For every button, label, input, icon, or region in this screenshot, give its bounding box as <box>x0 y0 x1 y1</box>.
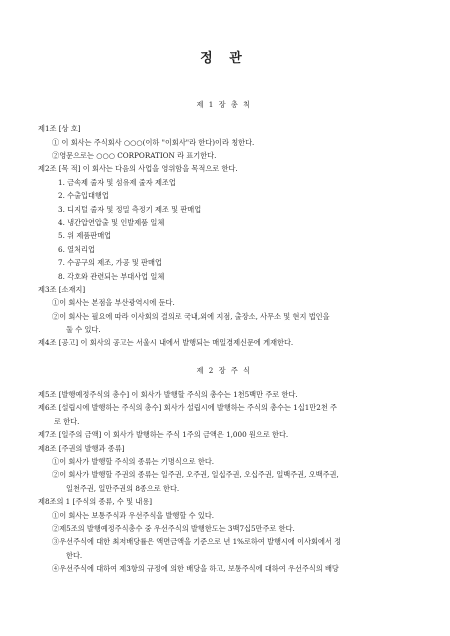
chapter-1-heading: 제 1 장 총 칙 <box>196 100 252 109</box>
article-2-item: 4. 냉간압연압출 및 인발제품 일체 <box>58 217 165 227</box>
article-8-1 <box>38 498 410 578</box>
article-2-heading: 제2조 [목 적] 이 회사는 다음의 사업을 영위함을 목적으로 한다. <box>38 164 238 174</box>
article-2-item: 2. 수출입대행업 <box>58 191 109 201</box>
article-8-clause-2: ②이 회사가 발행할 주권의 종류는 일주권, 오주권, 일십주권, 오십주권, 일백주권, 오백주권, <box>52 470 339 480</box>
article-8-1-clause-1: ①이 회사는 보통주식과 우선주식을 발행할 수 있다. <box>52 510 215 520</box>
article-8-heading: 제8조 [주권의 발행과 종류] <box>38 443 125 453</box>
document-title: 정 관 <box>200 51 248 66</box>
article-8-clause-2-continued: 일천주권, 일만주권의 8종으로 한다. <box>66 483 180 493</box>
article-2-item: 5. 위 제품판매업 <box>58 231 112 241</box>
article-2-item: 1. 금속제 줄자 및 섬유제 줄자 제조업 <box>58 177 176 187</box>
article-8 <box>38 445 410 499</box>
chapter-2-heading: 제 2 장 주 식 <box>196 365 252 375</box>
article-5-heading: 제5조 [발행예정주식의 총수] 이 회사가 발행할 주식의 총수는 1천5백만 주로 한다. <box>38 390 298 400</box>
article-8-1-clause-3-continued: 한다. <box>66 550 83 560</box>
article-1 <box>38 125 410 165</box>
article-8-1-clause-3: ③우선주식에 대한 최저배당률은 액면금액을 기준으로 년 1%로하여 발행시에 이사회에서 정 <box>52 537 342 547</box>
article-1-clause-1: ① 이 회사는 주식회사 ○○○(이하 "이회사"라 한다)이라 칭한다. <box>52 137 255 147</box>
article-4 <box>38 339 410 352</box>
article-3-clause-1: ①이 회사는 본점을 부산광역시에 둔다. <box>52 298 175 308</box>
article-2-item: 7. 수공구의 제조, 가공 및 판매업 <box>58 258 162 268</box>
article-8-clause-1: ①이 회사가 발행할 주식의 종류는 기명식으로 한다. <box>52 457 215 466</box>
article-7-heading: 제7조 [일주의 금액] 이 회사가 발행하는 주식 1주의 금액은 1,000 원으로 한다. <box>38 430 289 440</box>
article-1-clause-2: ②영문으로는 ○○○ CORPORATION 라 표기한다. <box>52 150 217 160</box>
article-6 <box>38 404 410 431</box>
article-4-heading: 제4조 [공고] 이 회사의 공고는 서울시 내에서 발행되는 매일경제신문에 게재한다. <box>38 338 294 348</box>
article-7 <box>38 431 410 444</box>
article-1-heading: 제1조 [상 호] <box>38 124 81 134</box>
article-2-item: 8. 각호와 관련되는 부대사업 일체 <box>58 271 165 281</box>
article-2-item: 3. 디지털 줄자 및 정밀 측정기 제조 및 판매업 <box>58 204 202 214</box>
article-2 <box>38 165 410 286</box>
article-6-heading: 제6조 [설립시에 발행하는 주식의 총수] 회사가 설립시에 발행하는 주식의 총수는 1십1만2천 주 <box>38 403 337 413</box>
article-5 <box>38 391 410 404</box>
article-3-heading: 제3조 [소재지] <box>38 284 86 294</box>
article-8-1-clause-2: ②제5조의 발행예정주식총수 중 우선주식의 발행한도는 3백7십5만주로 한다. <box>52 523 295 533</box>
article-6-heading-continued: 로 한다. <box>54 416 80 426</box>
article-3-clause-2: ②이 회사는 필요에 따라 이사회의 결의로 국내,외에 지점, 출장소, 사무소 및 현지 법인을 <box>52 311 330 321</box>
article-3-clause-2-continued: 둘 수 있다. <box>66 325 101 335</box>
article-2-item: 6. 열처리업 <box>58 244 95 254</box>
article-8-1-clause-4: ④우선주식에 대하여 제3항의 규정에 의한 배당을 하고, 보통주식에 대하여 우선주식의 배당 <box>52 564 339 574</box>
article-8-1-heading: 제8조의 1 [주식의 종류, 수 및 내용] <box>38 497 153 507</box>
article-3 <box>38 286 410 340</box>
